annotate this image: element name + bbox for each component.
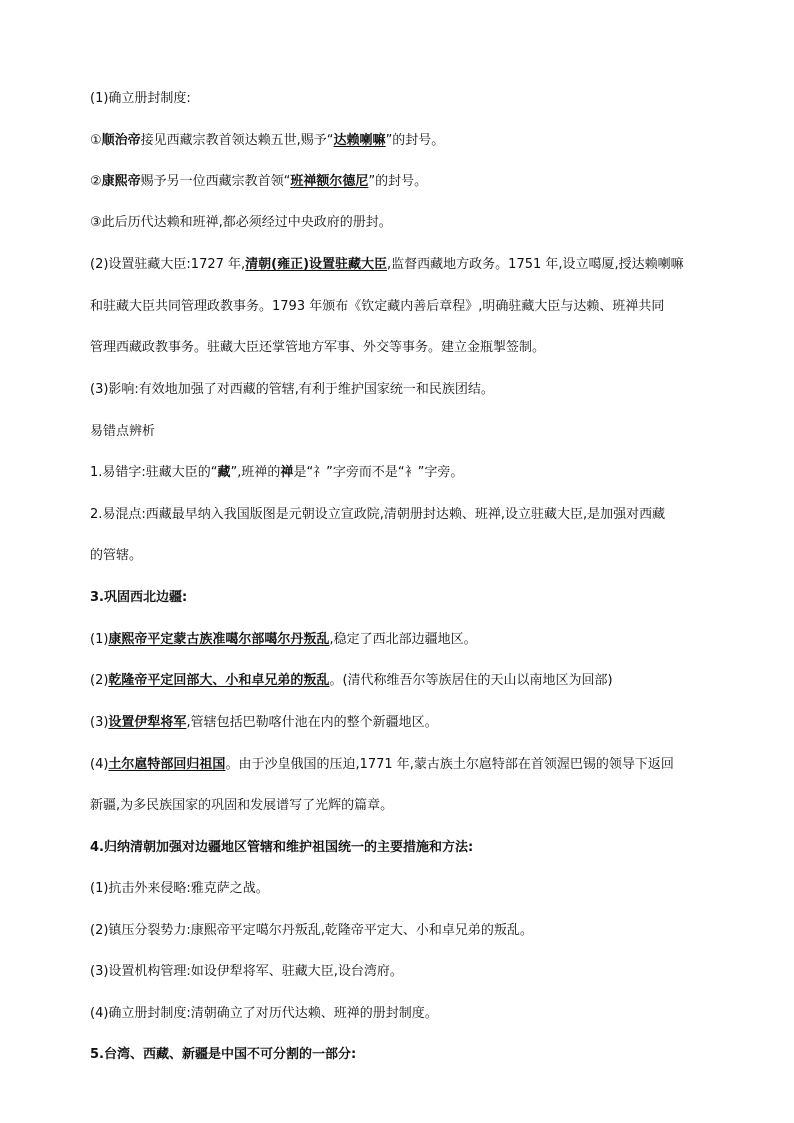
text-run: 和驻藏大臣共同管理政教事务。1793 年颁布《钦定藏内善后章程》,明确驻藏大臣与达赖、班禅共同	[90, 299, 665, 314]
text-run: ,监督西藏地方政务。1751 年,设立噶厦,授达赖喇嘛	[387, 257, 684, 272]
text-run: ①	[90, 133, 102, 148]
text-line	[90, 382, 710, 398]
text-run: ②	[90, 174, 102, 189]
text-line	[90, 673, 710, 689]
emphasis-text: 康熙帝平定蒙古族准噶尔部噶尔丹叛乱	[108, 632, 330, 647]
text-line	[90, 507, 710, 523]
emphasis-text: 顺治帝	[101, 133, 141, 148]
emphasis-text: 达赖喇嘛	[333, 133, 386, 148]
text-run: ”的封号。	[368, 174, 428, 189]
emphasis-text: 康熙帝	[101, 174, 141, 189]
text-run: 新疆,为多民族国家的巩固和发展谱写了光辉的篇章。	[90, 798, 394, 813]
text-run: 管理西藏政教事务。驻藏大臣还掌管地方军事、外交等事务。建立金瓶掣签制。	[90, 340, 546, 355]
text-line	[90, 1006, 710, 1022]
text-line	[90, 133, 710, 149]
text-line	[90, 299, 710, 315]
text-run: (1)确立册封制度:	[90, 91, 191, 106]
text-line	[90, 923, 710, 939]
text-run: (4)	[90, 757, 109, 772]
text-line	[90, 798, 710, 814]
text-run: 。(清代称维吾尔等族居住的天山以南地区为回部)	[329, 673, 613, 688]
text-run: 1.易错字:驻藏大臣的“	[90, 465, 218, 480]
emphasis-text: 5.台湾、西藏、新疆是中国不可分割的一部分:	[90, 1047, 357, 1062]
text-line	[90, 174, 710, 190]
text-line	[90, 964, 710, 980]
text-line	[90, 632, 710, 648]
emphasis-text: 3.巩固西北边疆:	[90, 590, 188, 605]
text-run: 。由于沙皇俄国的压迫,1771 年,蒙古族土尔扈特部在首领渥巴锡的领导下返回	[225, 757, 674, 772]
emphasis-text: 禅	[280, 465, 294, 480]
text-run: (2)设置驻藏大臣:1727 年,	[90, 257, 246, 272]
text-run: 是“礻”字旁而不是“衤”字旁。	[293, 465, 464, 480]
emphasis-text: 清朝(雍正)设置驻藏大臣	[245, 257, 388, 272]
text-run: 的管辖。	[90, 548, 143, 563]
text-line	[90, 215, 710, 231]
text-run: ,管辖包括巴勒喀什池在内的整个新疆地区。	[186, 715, 438, 730]
emphasis-text: 藏	[217, 465, 231, 480]
text-run: (1)	[90, 632, 109, 647]
text-run: (3)	[90, 715, 109, 730]
text-line	[90, 881, 710, 897]
text-run: ,稳定了西北部边疆地区。	[329, 632, 477, 647]
text-run: (3)设置机构管理:如设伊犁将军、驻藏大臣,设台湾府。	[90, 964, 403, 979]
text-run: 易错点辨析	[90, 424, 156, 439]
text-line	[90, 590, 710, 606]
text-line	[90, 1047, 710, 1063]
text-run: (3)影响:有效地加强了对西藏的管辖,有利于维护国家统一和民族团结。	[90, 382, 494, 397]
text-line	[90, 715, 710, 731]
text-run: (1)抗击外来侵略:雅克萨之战。	[90, 881, 269, 896]
text-line	[90, 548, 710, 564]
emphasis-text: 班禅额尔德尼	[290, 174, 369, 189]
emphasis-text: 土尔扈特部回归祖国	[108, 757, 226, 772]
text-run: ”,班禅的	[230, 465, 281, 480]
text-run: (2)	[90, 673, 109, 688]
text-line	[90, 340, 710, 356]
text-run: ③此后历代达赖和班禅,都必须经过中央政府的册封。	[90, 215, 392, 230]
text-run: (4)确立册封制度:清朝确立了对历代达赖、班禅的册封制度。	[90, 1006, 438, 1021]
text-line	[90, 757, 710, 773]
text-line	[90, 465, 710, 481]
emphasis-text: 4.归纳清朝加强对边疆地区管辖和维护祖国统一的主要措施和方法:	[90, 840, 474, 855]
text-run: ”的封号。	[385, 133, 445, 148]
text-line	[90, 424, 710, 440]
emphasis-text: 设置伊犁将军	[108, 715, 187, 730]
text-run: (2)镇压分裂势力:康熙帝平定噶尔丹叛乱,乾隆帝平定大、小和卓兄弟的叛乱。	[90, 923, 533, 938]
text-run: 赐予另一位西藏宗教首领“	[140, 174, 291, 189]
text-line	[90, 840, 710, 856]
text-run: 接见西藏宗教首领达赖五世,赐予“	[140, 133, 334, 148]
text-line	[90, 257, 710, 273]
text-run: 2.易混点:西藏最早纳入我国版图是元朝设立宣政院,清朝册封达赖、班禅,设立驻藏大臣,是加强对西藏	[90, 507, 666, 522]
text-line	[90, 91, 710, 107]
emphasis-text: 乾隆帝平定回部大、小和卓兄弟的叛乱	[108, 673, 330, 688]
